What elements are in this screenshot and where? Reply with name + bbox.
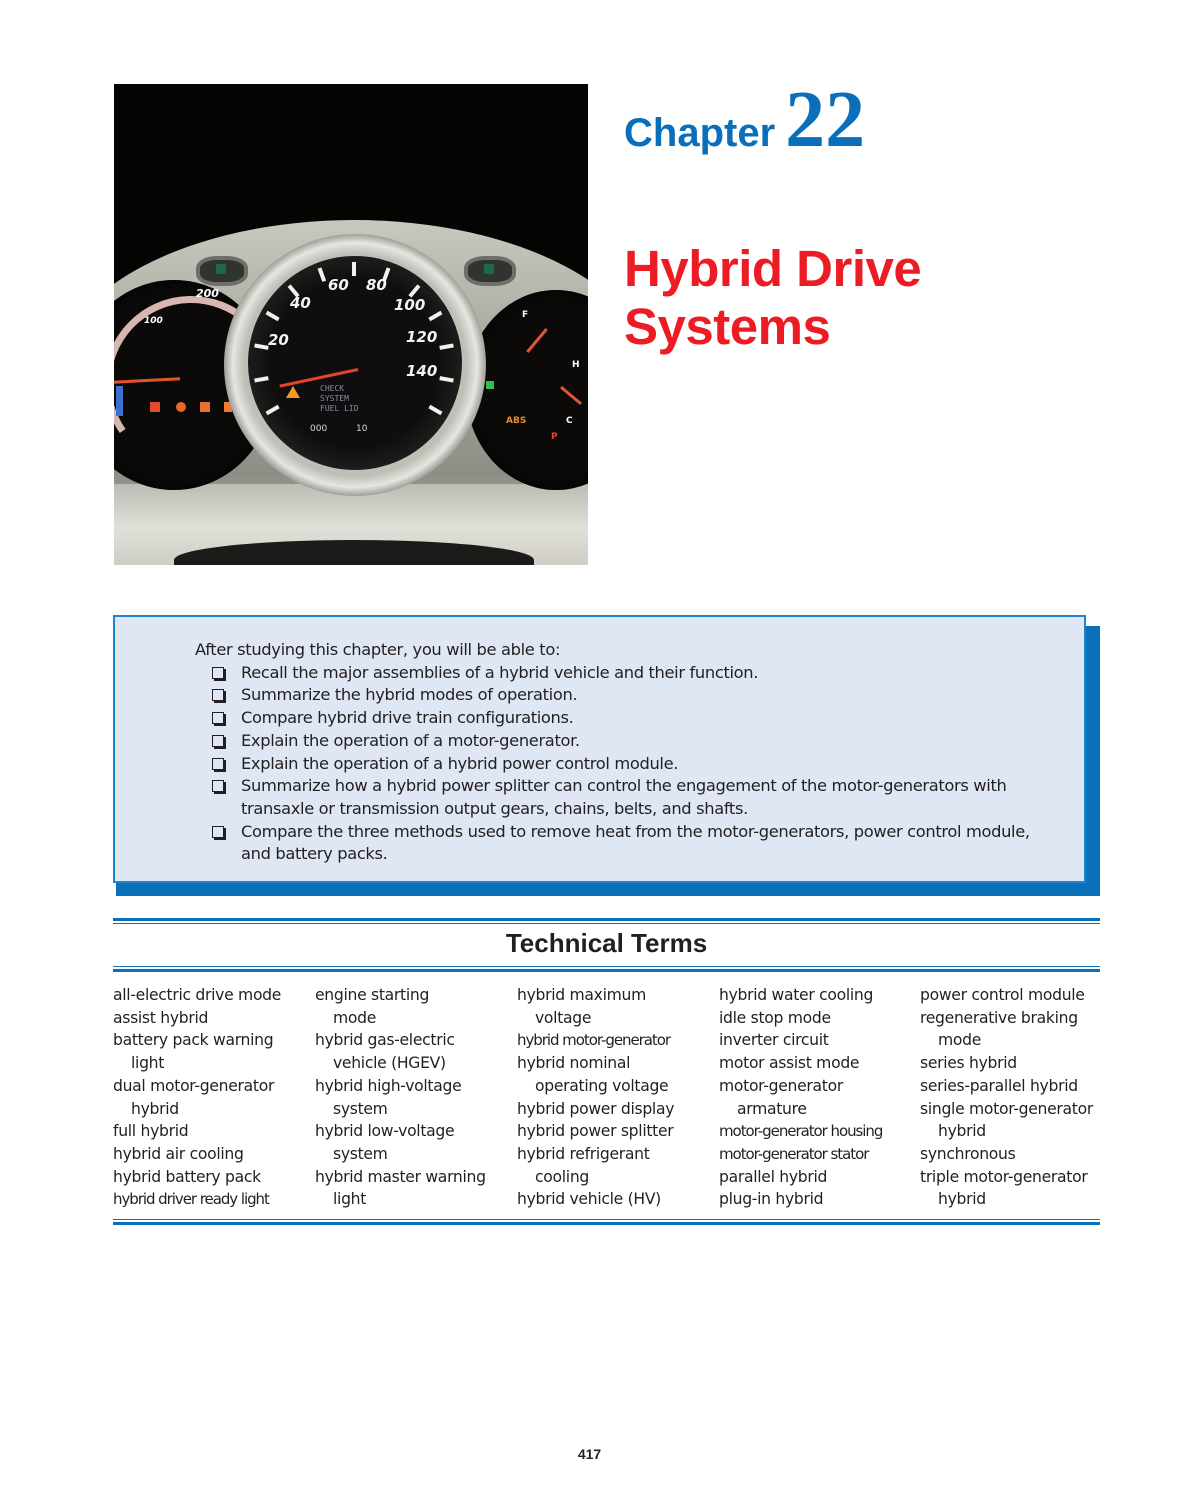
term: hybrid low-voltage system <box>315 1122 455 1163</box>
terms-column-5 <box>920 984 1120 1211</box>
warning-lamp-icon <box>150 402 160 412</box>
term: hybrid high-voltage system <box>315 1076 462 1118</box>
instrument-cluster-photo <box>114 84 588 565</box>
chapter-word: Chapter <box>624 111 776 155</box>
lcd-line: CHECK <box>320 384 345 393</box>
term: hybrid battery pack <box>113 1167 261 1186</box>
term: parallel hybrid <box>719 1167 828 1186</box>
airbag-lamp-icon <box>176 402 186 412</box>
speed-label: 100 <box>394 296 426 314</box>
objective-text-continued: transaxle or transmission output gears, chains, belts, and shafts. <box>241 798 748 818</box>
term: hybrid water cooling <box>719 986 874 1004</box>
objective-item <box>195 707 1054 730</box>
abs-lamp-icon: ABS <box>506 416 527 426</box>
speed-label: 40 <box>290 294 311 312</box>
objectives-box <box>113 615 1086 883</box>
term: hybrid maximum voltage <box>517 986 646 1027</box>
term: assist hybrid <box>113 1008 209 1027</box>
section-rule-middle <box>113 966 1100 972</box>
speedometer-tick <box>266 405 280 415</box>
section-rule-bottom <box>113 1219 1100 1225</box>
term: engine starting mode <box>315 986 430 1027</box>
objective-item <box>195 730 1054 753</box>
term: power control module <box>920 986 1085 1004</box>
objective-item <box>195 662 1054 685</box>
multi-info-display <box>320 384 394 422</box>
speed-label: 120 <box>406 328 438 346</box>
speedometer-tick <box>266 311 280 321</box>
objective-item <box>195 775 1054 820</box>
lcd-line: SYSTEM <box>320 394 349 403</box>
ready-indicator-icon <box>486 381 494 389</box>
left-turn-indicator-icon <box>196 256 248 286</box>
checkbox-icon <box>212 712 224 724</box>
term: hybrid power display <box>517 1099 675 1118</box>
terms-column-1 <box>113 984 313 1211</box>
objective-text-continued: and battery packs. <box>241 844 388 864</box>
technical-terms-heading: Technical Terms <box>505 928 708 958</box>
master-warning-icon <box>286 386 300 398</box>
speed-label: 140 <box>406 362 438 380</box>
term: hybrid power splitter <box>517 1122 674 1141</box>
section-rule-top <box>113 918 1100 924</box>
chapter-title-line: Systems <box>624 298 831 355</box>
term: hybrid driver ready light <box>113 1190 269 1209</box>
speedometer-tick <box>439 376 453 382</box>
lcd-line: FUEL LID <box>320 404 359 413</box>
right-turn-indicator-icon <box>464 256 516 286</box>
chapter-number: 22 <box>785 76 866 164</box>
term: full hybrid <box>113 1122 189 1141</box>
terms-column-2 <box>315 984 515 1211</box>
term: hybrid vehicle (HV) <box>517 1190 661 1209</box>
term: hybrid air cooling <box>113 1144 244 1163</box>
term: all-electric drive mode <box>113 986 282 1004</box>
term: motor assist mode <box>719 1054 860 1073</box>
term: triple motor-generator hybrid <box>920 1167 1088 1209</box>
power-gauge-label-200: 200 <box>196 287 219 300</box>
speedometer-tick <box>428 311 442 321</box>
speedometer-tick <box>352 262 356 276</box>
term: hybrid nominal operating voltage <box>517 1054 669 1095</box>
term: motor-generator housing <box>719 1122 883 1141</box>
term: series hybrid <box>920 1054 1017 1073</box>
term: dual motor-generator hybrid <box>113 1076 275 1118</box>
speed-label: 20 <box>268 331 289 349</box>
term: hybrid refrigerant cooling <box>517 1144 650 1186</box>
objective-text: Explain the operation of a hybrid power control module. <box>241 753 679 773</box>
checkbox-icon <box>212 689 224 701</box>
speed-label: 80 <box>366 276 387 294</box>
speedometer-tick <box>254 376 268 382</box>
term: inverter circuit <box>719 1031 829 1050</box>
checkbox-icon <box>212 667 224 679</box>
objective-text: Compare hybrid drive train configurations. <box>241 708 574 728</box>
chapter-title <box>624 240 921 356</box>
chapter-label <box>624 76 866 164</box>
page-number: 417 <box>577 1446 602 1462</box>
term: plug-in hybrid <box>719 1190 824 1209</box>
term: synchronous <box>920 1144 1016 1163</box>
temp-hot-label: H <box>572 360 580 370</box>
engine-lamp-icon <box>200 402 210 412</box>
chapter-title-line: Hybrid Drive <box>624 240 922 297</box>
objectives-content <box>195 639 1054 866</box>
objective-item <box>195 684 1054 707</box>
speed-label: 60 <box>328 276 349 294</box>
term: single motor-generator hybrid <box>920 1099 1093 1141</box>
term: hybrid motor-generator <box>517 1031 670 1050</box>
charge-zone-indicator <box>116 386 123 416</box>
speedometer-tick <box>254 343 268 349</box>
objective-text: Summarize the hybrid modes of operation. <box>241 685 578 705</box>
temp-cold-label: C <box>566 416 573 426</box>
checkbox-icon <box>212 735 224 747</box>
terms-column-3 <box>517 984 717 1211</box>
speedometer-tick <box>439 343 453 349</box>
speedometer <box>248 256 462 470</box>
checkbox-icon <box>212 780 224 792</box>
term: hybrid gas-electric vehicle (HGEV) <box>315 1031 455 1073</box>
speedometer-tick <box>428 405 442 415</box>
speedometer-tick <box>318 267 327 282</box>
terms-column-4 <box>719 984 919 1211</box>
power-gauge-label-100: 100 <box>144 316 163 326</box>
term: motor-generator armature <box>719 1076 843 1118</box>
fuel-full-label: F <box>522 310 529 320</box>
objectives-intro: After studying this chapter, you will be able to: <box>195 640 561 659</box>
objective-text: Compare the three methods used to remove heat from the motor-generators, power control module, <box>241 821 1030 841</box>
term: regenerative braking mode <box>920 1008 1078 1050</box>
objective-text: Summarize how a hybrid power splitter can control the engagement of the motor-generators with <box>241 776 1007 796</box>
term: idle stop mode <box>719 1008 831 1027</box>
trip-value: 10 <box>356 424 368 434</box>
term: series-parallel hybrid <box>920 1076 1078 1095</box>
odometer-value: 000 <box>310 424 328 434</box>
objective-text: Explain the operation of a motor-generator. <box>241 730 580 750</box>
objective-item <box>195 753 1054 776</box>
term: battery pack warning light <box>113 1031 274 1073</box>
parking-lamp-icon: P <box>551 432 558 442</box>
checkbox-icon <box>212 758 224 770</box>
objective-text: Recall the major assemblies of a hybrid vehicle and their function. <box>241 662 759 682</box>
term: hybrid master warning light <box>315 1167 486 1209</box>
objective-item <box>195 821 1054 866</box>
checkbox-icon <box>212 826 224 838</box>
term: motor-generator stator <box>719 1144 869 1163</box>
